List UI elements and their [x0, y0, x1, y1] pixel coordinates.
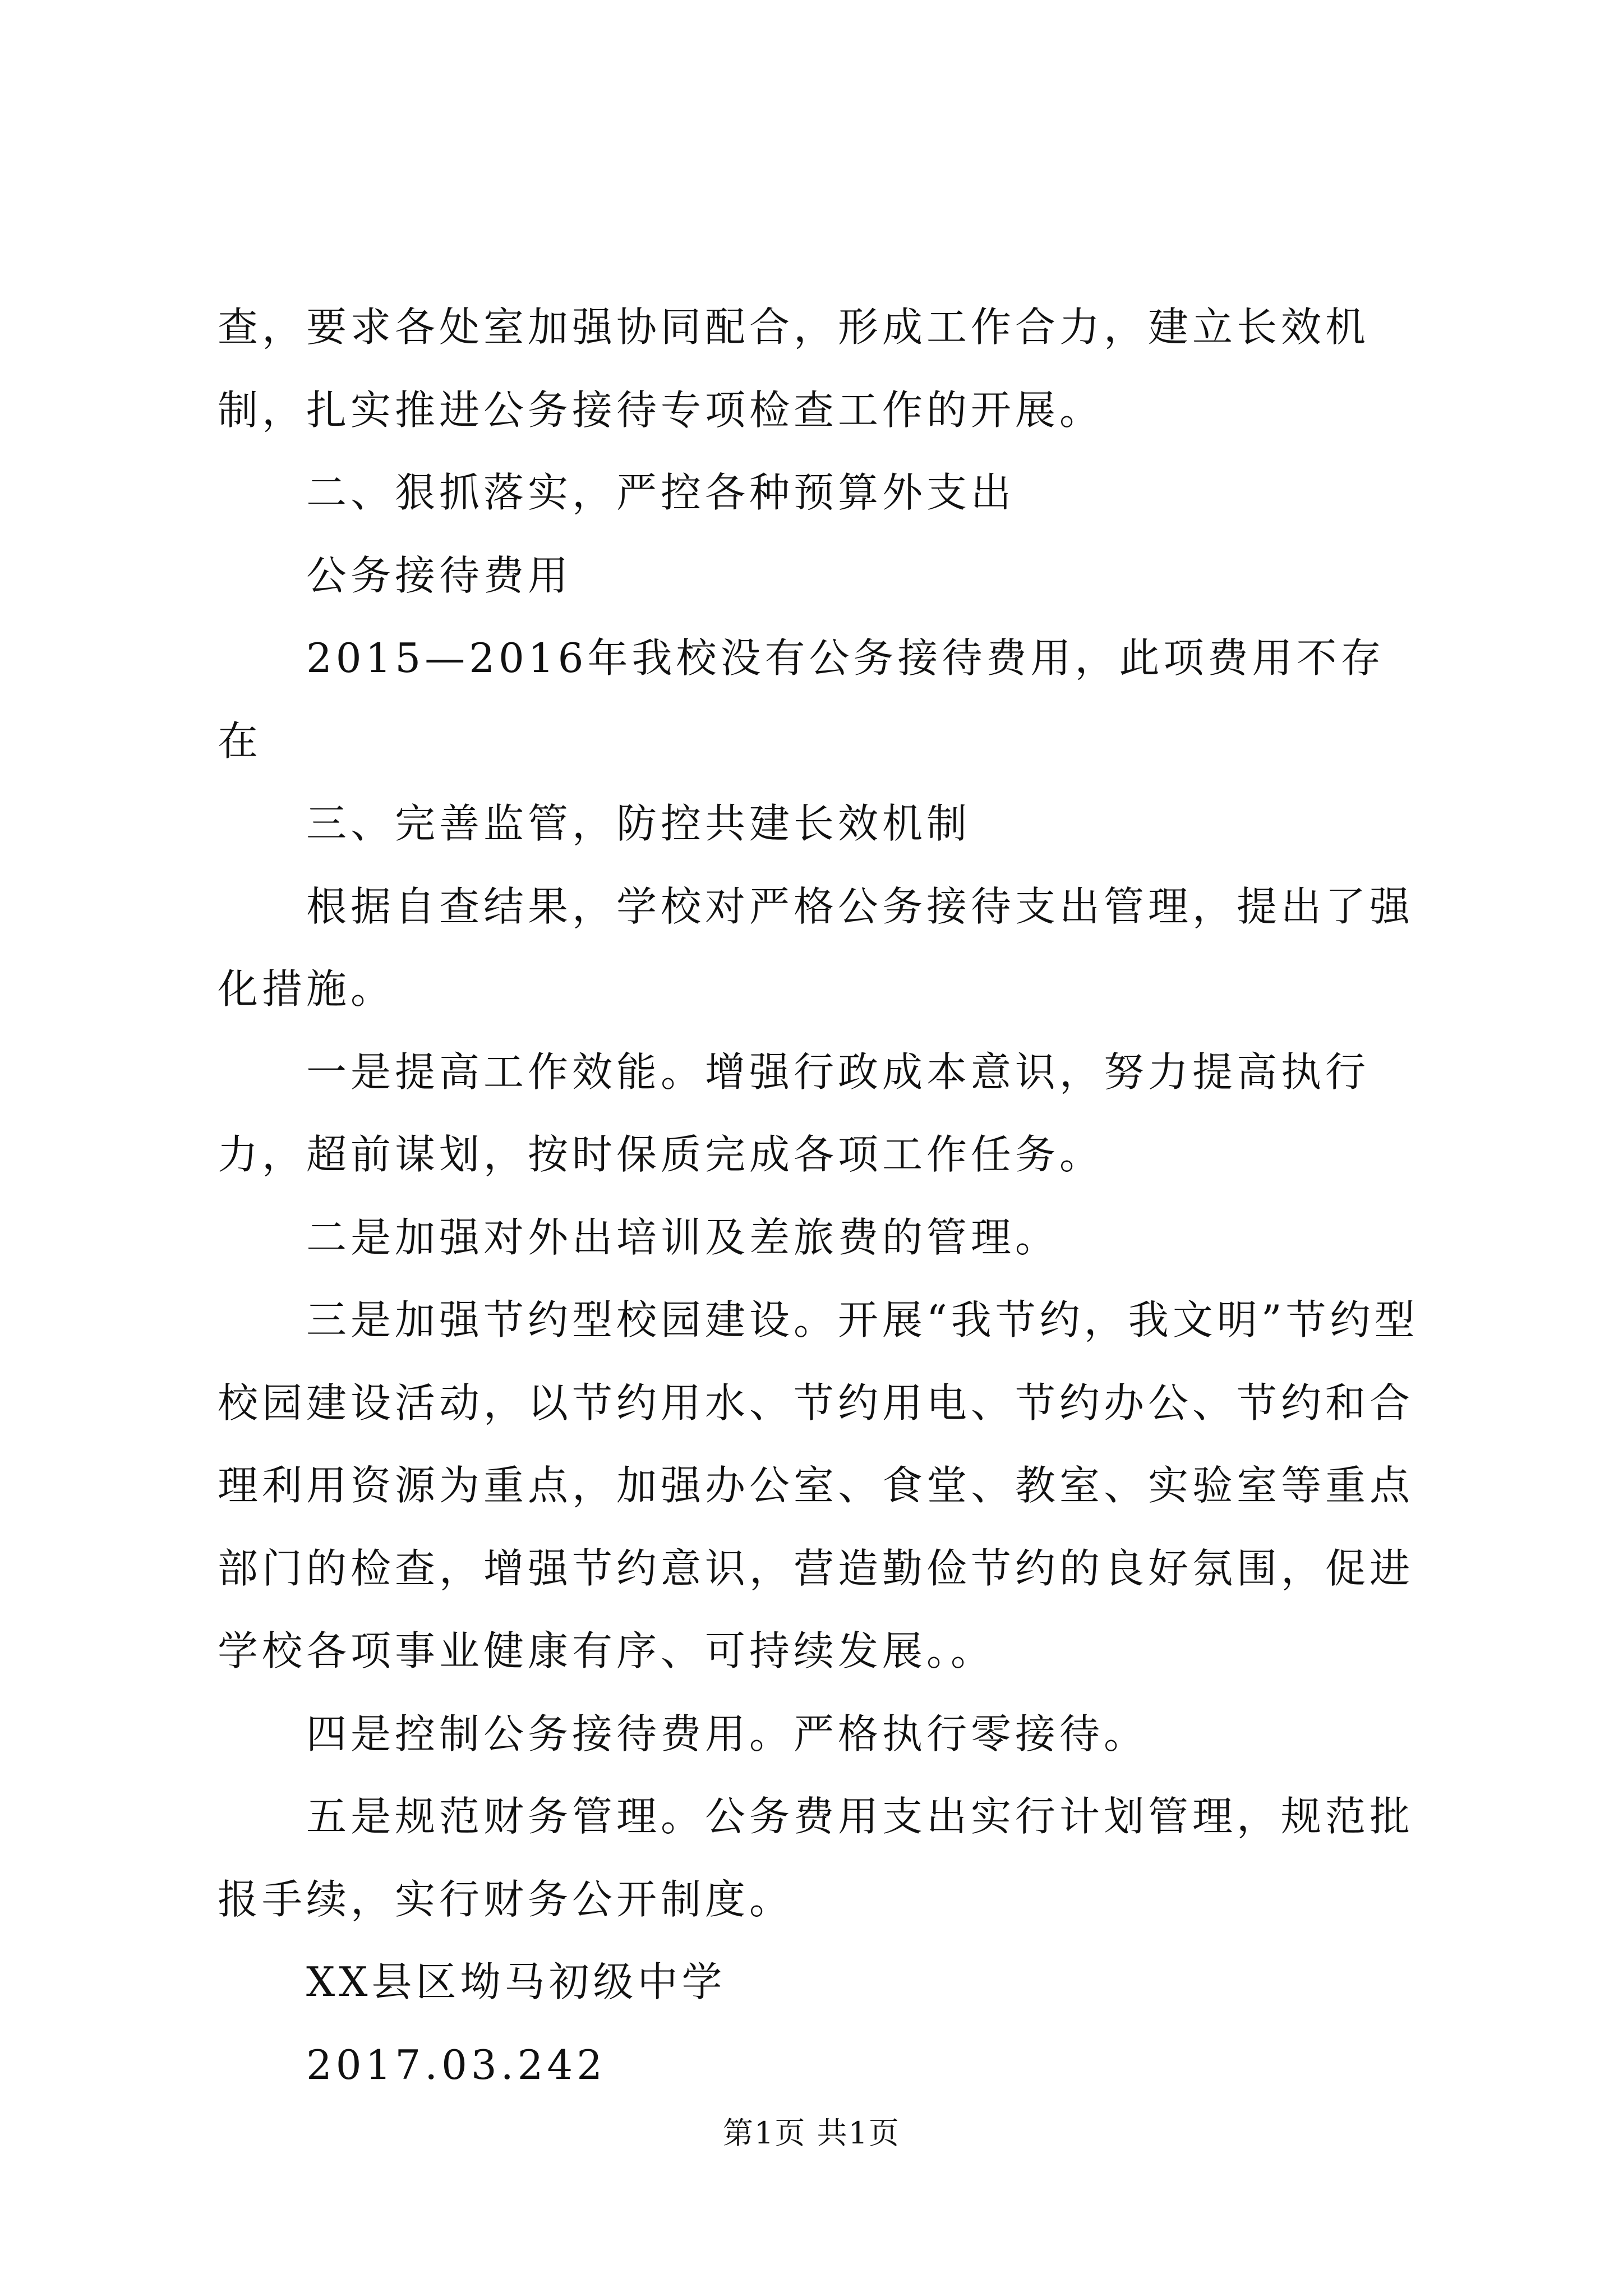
subheading-reception-fees: 公务接待费用	[306, 551, 573, 599]
signature-school-name: XX县区坳马初级中学	[306, 1958, 726, 2005]
section-heading-two: 二、狠抓落实，严控各种预算外支出	[306, 469, 1016, 516]
paragraph-measures-intro: 根据自查结果，学校对严格公务接待支出管理，提出了强化措施。	[218, 882, 1414, 1013]
measure-two: 二是加强对外出培训及差旅费的管理。	[306, 1213, 1060, 1261]
paragraph-continuation: 查，要求各处室加强协同配合，形成工作合力，建立长效机制，扎实推进公务接待专项检查工作的开展。	[218, 303, 1370, 434]
signature-date: 2017.03.242	[306, 2041, 607, 2088]
page-footer: 第1页 共1页	[723, 2115, 900, 2151]
section-heading-three: 三、完善监管，防控共建长效机制	[306, 800, 971, 847]
measure-four: 四是控制公务接待费用。严格执行零接待。	[306, 1710, 1149, 1757]
document-body	[218, 286, 1429, 2106]
measure-one: 一是提高工作效能。增强行政成本意识，努力提高执行力，超前谋划，按时保质完成各项工作任务。	[218, 1048, 1370, 1178]
paragraph-fee-statement: 2015—2016年我校没有公务接待费用，此项费用不存在	[218, 634, 1385, 765]
measure-three: 三是加强节约型校园建设。开展“我节约，我文明”节约型校园建设活动，以节约用水、节约用电、节约办公、节约和合理利用资源为重点，加强办公室、食堂、教室、实验室等重点部门的检查，增强节约意识，营造勤俭节约的良好氛围，促进学校各项事业健康有序、可持续发展。。	[218, 1296, 1419, 1674]
measure-five: 五是规范财务管理。公务费用支出实行计划管理，规范批报手续，实行财务公开制度。	[218, 1793, 1414, 1923]
